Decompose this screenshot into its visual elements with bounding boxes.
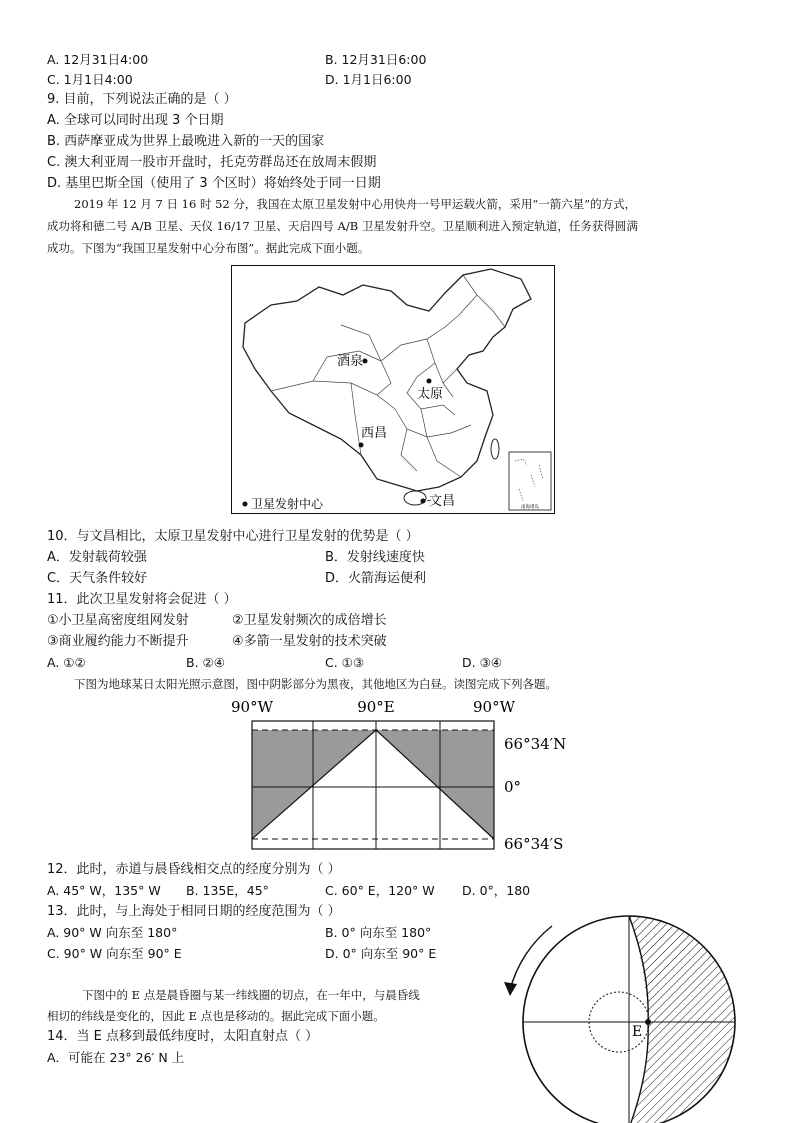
q14-option-a: A．可能在 23° 26′ N 上 xyxy=(47,1050,185,1065)
q11-option-c: C. ①③ xyxy=(325,655,365,670)
passage1-line3: 成功。下图为“我国卫星发射中心分布图”。据此完成下面小题。 xyxy=(47,241,370,255)
wenchang-label: 文昌 xyxy=(429,494,456,509)
q9-option-c: C. 澳大利亚周一股市开盘时，托克劳群岛还在放周末假期 xyxy=(47,155,377,170)
q11-item-2: ②卫星发射频次的成倍增长 xyxy=(232,613,387,628)
q9-option-b: B. 西萨摩亚成为世界上最晚进入新的一天的国家 xyxy=(47,134,325,149)
passage1-line2: 成功将和德二号 A/B 卫星、天仪 16/17 卫星、天启四号 A/B 卫星发射升空。卫星顺利进入预定轨道，任务获得圆满 xyxy=(47,219,638,233)
q13-option-a: A. 90° W 向东至 180° xyxy=(47,925,178,940)
illumination-diagram xyxy=(222,695,570,855)
q11-item-3: ③商业履约能力不断提升 xyxy=(47,634,189,649)
taiyuan-label: 太原 xyxy=(417,387,444,402)
legend-label: 卫星发射中心 xyxy=(251,497,324,511)
satellite-launch-map xyxy=(231,265,555,514)
q11-option-a: A. ①② xyxy=(47,655,86,670)
polar-view-diagram xyxy=(500,912,740,1123)
q13-option-b: B. 0° 向东至 180° xyxy=(325,925,432,940)
q13-option-c: C. 90° W 向东至 90° E xyxy=(47,946,182,961)
taiyuan-dot xyxy=(427,379,432,384)
q8-option-c: C. 1月1日4:00 xyxy=(47,72,133,87)
night-crescent xyxy=(629,916,735,1123)
point-e-dot xyxy=(645,1019,651,1025)
q8-option-b: B. 12月31日6:00 xyxy=(325,52,427,67)
lat-label-bottom: 66°34′S xyxy=(504,835,564,853)
q10-option-b: B．发射线速度快 xyxy=(325,550,425,565)
q12-stem: 12．此时，赤道与晨昏线相交点的经度分别为（ ） xyxy=(47,862,341,877)
passage3-line1: 下图中的 E 点是晨昏圈与某一纬线圈的切点，在一年中，与晨昏线 xyxy=(82,988,420,1002)
passage1-line1: 2019 年 12 月 7 日 16 时 52 分，我国在太原卫星发射中心用快舟一号甲运载火箭，采用“一箭六星”的方式， xyxy=(74,197,637,211)
jiuquan-dot xyxy=(363,359,368,364)
q9-option-a: A. 全球可以同时出现 3 个日期 xyxy=(47,113,224,128)
lon-label-right: 90°W xyxy=(472,698,516,716)
arrow-head-icon xyxy=(504,982,517,996)
q8-option-a: A. 12月31日4:00 xyxy=(47,52,149,67)
inset-label: 南海诸岛 xyxy=(521,505,539,510)
q10-option-d: D．火箭海运便利 xyxy=(325,571,427,586)
q11-stem: 11．此次卫星发射将会促进（ ） xyxy=(47,592,237,607)
lon-label-mid: 90°E xyxy=(357,698,395,716)
q10-stem: 10．与文昌相比，太原卫星发射中心进行卫星发射的优势是（ ） xyxy=(47,529,419,544)
q11-option-d: D. ③④ xyxy=(462,655,502,670)
lat-label-top: 66°34′N xyxy=(504,735,567,753)
q8-option-d: D. 1月1日6:00 xyxy=(325,72,412,87)
q9-stem: 9. 目前，下列说法正确的是（ ） xyxy=(47,92,237,107)
q13-option-d: D. 0° 向东至 90° E xyxy=(325,946,437,961)
q10-option-c: C．天气条件较好 xyxy=(47,571,148,586)
passage2: 下图为地球某日太阳光照示意图，图中阴影部分为黑夜，其他地区为白昼。读图完成下列各题。 xyxy=(74,677,557,691)
lon-label-left: 90°W xyxy=(230,698,274,716)
q10-option-a: A．发射载荷较强 xyxy=(47,550,147,565)
q12-option-b: B. 135E，45° xyxy=(186,883,269,898)
q11-item-1: ①小卫星高密度组网发射 xyxy=(47,613,189,628)
q14-stem: 14．当 E 点移到最低纬度时，太阳直射点（ ） xyxy=(47,1029,319,1044)
q13-stem: 13．此时，与上海处于相同日期的经度范围为（ ） xyxy=(47,904,341,919)
q11-item-4: ④多箭一星发射的技术突破 xyxy=(232,634,387,649)
q9-option-d: D. 基里巴斯全国（使用了 3 个区时）将始终处于同一日期 xyxy=(47,176,381,191)
xichang-label: 西昌 xyxy=(361,426,388,441)
passage3-line2: 相切的纬线是变化的，因此 E 点也是移动的。据此完成下面小题。 xyxy=(47,1009,385,1023)
xichang-dot xyxy=(359,443,364,448)
q12-option-d: D. 0°，180 xyxy=(462,883,531,898)
q12-option-c: C. 60° E，120° W xyxy=(325,883,435,898)
jiuquan-label: 酒泉 xyxy=(337,354,364,369)
lat-label-mid: 0° xyxy=(504,778,522,796)
wenchang-dot xyxy=(421,499,426,504)
q12-option-a: A. 45° W，135° W xyxy=(47,883,161,898)
legend-dot xyxy=(243,502,248,507)
q11-option-b: B. ②④ xyxy=(186,655,225,670)
point-e-label: E xyxy=(632,1024,643,1040)
